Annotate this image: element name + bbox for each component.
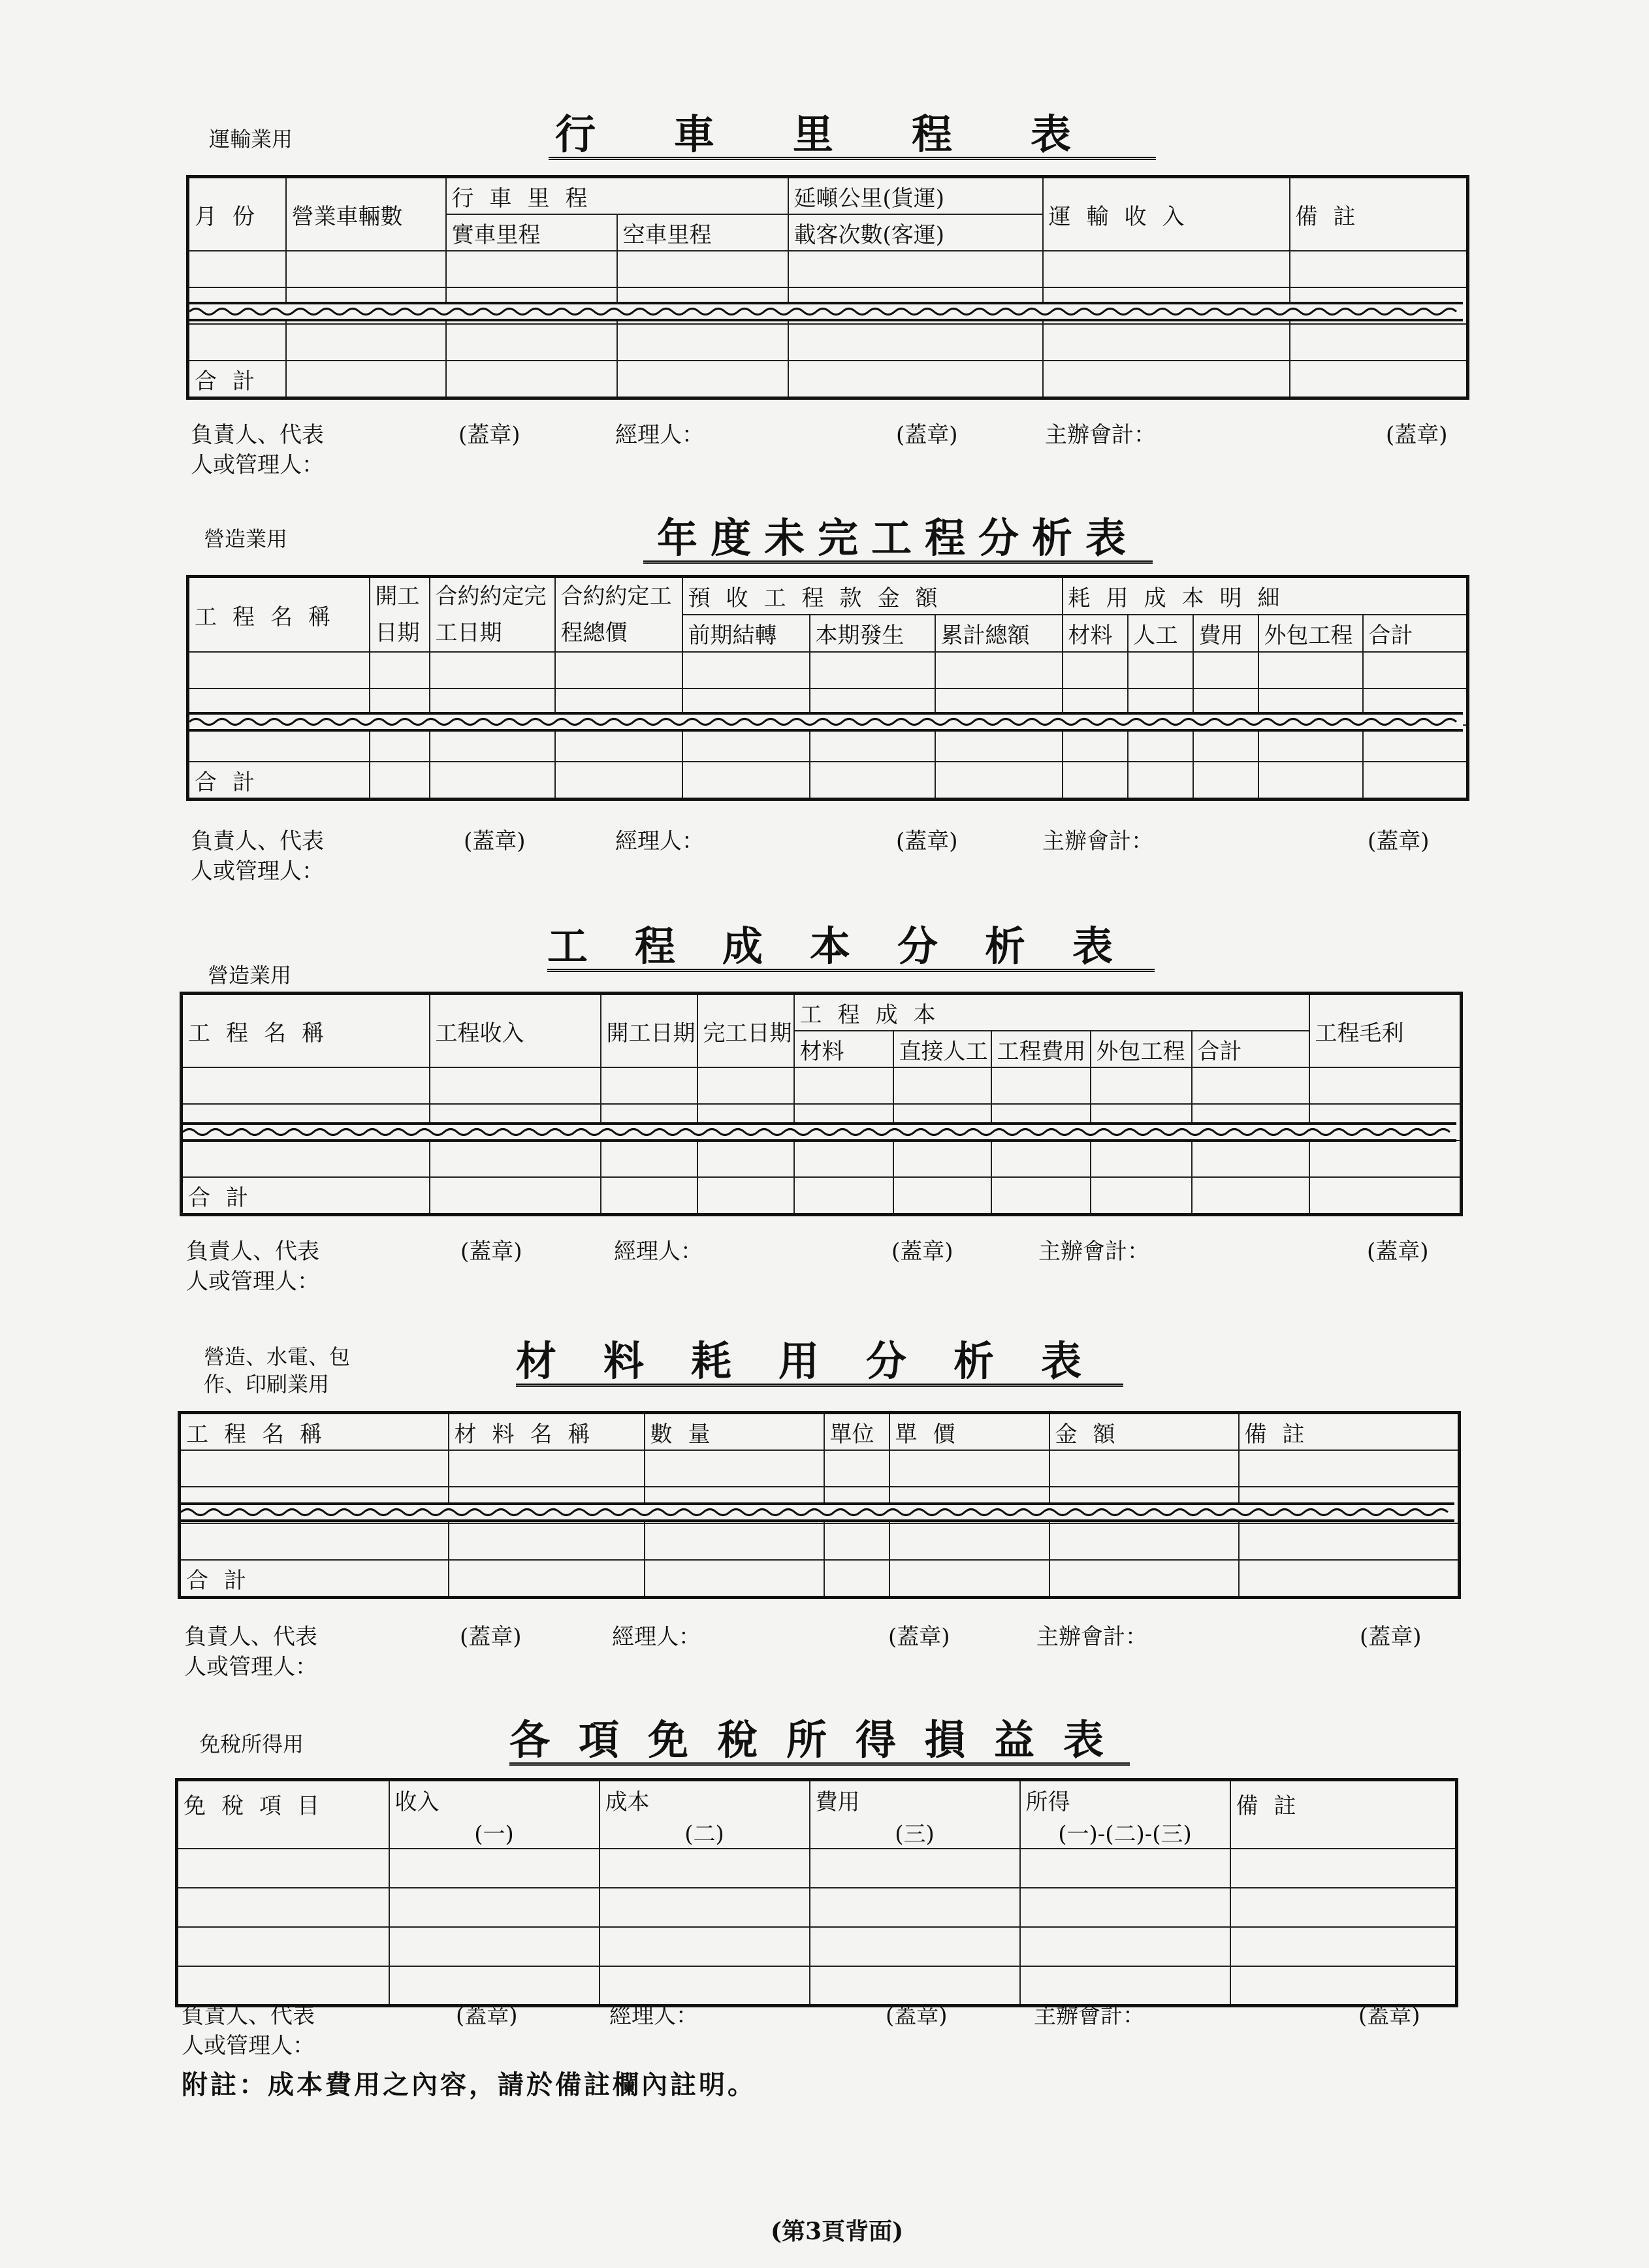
- header-income: 收入: [394, 1789, 440, 1815]
- unfinished-project-table: [186, 575, 1469, 801]
- header-gain: 所得: [1025, 1789, 1070, 1815]
- footnote: 附註：成本費用之內容，請於備註欄內註明。: [182, 2069, 756, 2100]
- accountant-label: 主辦會計：: [1036, 1624, 1147, 1650]
- page-number: (第3頁背面): [771, 2218, 904, 2245]
- header-cost-detail: 耗用成本明細: [1063, 577, 1468, 615]
- header-start: 開工日期: [601, 994, 697, 1068]
- accountant-label: 主辦會計：: [1045, 422, 1156, 448]
- header-sum: 合計: [1363, 615, 1468, 652]
- header-remarks: 備註: [1239, 1413, 1460, 1451]
- manager-label: 經理人：: [615, 422, 704, 448]
- responsible-label-2: 人或管理人：: [191, 452, 324, 478]
- category-label: 營造、水電、包作、印刷業用: [204, 1344, 351, 1397]
- responsible-label: 負責人、代表: [191, 422, 324, 448]
- header-name: 工程名稱: [188, 577, 370, 653]
- header-expense: 費用: [815, 1789, 860, 1815]
- header-current: 本期發生: [810, 615, 935, 652]
- header-gain-cell: [1020, 1780, 1230, 1849]
- header-sum: 合計: [1192, 1031, 1309, 1067]
- header-cost-cell: [600, 1780, 810, 1849]
- project-cost-table: [180, 992, 1463, 1216]
- header-name: 工程名稱: [182, 994, 430, 1068]
- responsible-label-2: 人或管理人：: [184, 1654, 317, 1680]
- break-line: [181, 1502, 1454, 1522]
- header-expense: 費用: [1193, 615, 1258, 652]
- manager-label: 經理人：: [612, 1624, 701, 1650]
- manager-label: 經理人：: [615, 828, 704, 854]
- stamp-label: (蓋章): [456, 2003, 518, 2029]
- manager-label: 經理人：: [614, 1239, 703, 1265]
- stamp-label: (蓋章): [896, 422, 958, 448]
- accountant-label: 主辦會計：: [1034, 2003, 1145, 2029]
- signature-row: [182, 1998, 1455, 2059]
- mileage-table: [186, 175, 1469, 400]
- header-cumulative: 累計總額: [935, 615, 1063, 652]
- signature-row: [191, 823, 1464, 882]
- header-material-name: 材料名稱: [449, 1413, 645, 1451]
- stamp-label: (蓋章): [460, 1624, 522, 1650]
- tax-exempt-income-table: [175, 1778, 1458, 2007]
- header-finish: 完工日期: [697, 994, 794, 1068]
- header-month: 月份: [188, 177, 286, 251]
- signature-row: [186, 1233, 1460, 1295]
- section-title: 年度未完工程分析表: [643, 516, 1153, 564]
- header-profit: 工程毛利: [1309, 994, 1462, 1068]
- header-empty: 空車里程: [617, 214, 788, 251]
- category-label: 免稅所得用: [199, 1732, 304, 1757]
- header-material: 材料: [794, 1031, 893, 1067]
- header-contract-date: 合約約定完工日期: [430, 577, 555, 653]
- header-name: 工程名稱: [180, 1413, 449, 1451]
- header-expense-cell: [810, 1780, 1020, 1849]
- responsible-label-2: 人或管理人：: [182, 2033, 315, 2059]
- stamp-label: (蓋章): [886, 2003, 948, 2029]
- header-subcontract: 外包工程: [1258, 615, 1363, 652]
- stamp-label: (蓋章): [1367, 1239, 1429, 1265]
- responsible-label-2: 人或管理人：: [191, 858, 324, 884]
- section-title: 工程成本分析表: [547, 924, 1155, 972]
- stamp-label: (蓋章): [464, 828, 526, 854]
- signature-row: [184, 1619, 1458, 1680]
- header-material: 材料: [1063, 615, 1128, 652]
- header-gain-formula: (一)-(二)-(三): [1058, 1821, 1192, 1847]
- stamp-label: (蓋章): [460, 1239, 522, 1265]
- header-income-no: (一): [474, 1821, 514, 1847]
- header-start: 開工日期: [370, 577, 430, 653]
- stamp-label: (蓋章): [458, 422, 520, 448]
- header-ton-km: 延噸公里(貨運): [788, 177, 1043, 215]
- header-labor: 人工: [1128, 615, 1193, 652]
- header-cost: 成本: [605, 1789, 650, 1815]
- signature-row: [191, 417, 1464, 476]
- header-passengers: 載客次數(客運): [788, 214, 1043, 251]
- manager-label: 經理人：: [609, 2003, 698, 2029]
- header-item: 免稅項目: [177, 1780, 389, 1849]
- header-revenue: 運輸收入: [1043, 177, 1290, 251]
- total-label: 合計: [188, 361, 286, 398]
- stamp-label: (蓋章): [891, 1239, 953, 1265]
- header-remarks: 備註: [1230, 1780, 1457, 1849]
- section-title: 材料耗用分析表: [516, 1339, 1123, 1387]
- accountant-label: 主辦會計：: [1042, 828, 1153, 854]
- break-line: [189, 302, 1463, 321]
- header-qty: 數量: [645, 1413, 824, 1451]
- responsible-label: 負責人、代表: [184, 1624, 317, 1650]
- total-label: 合計: [188, 762, 370, 800]
- stamp-label: (蓋章): [1386, 422, 1448, 448]
- header-income-cell: [389, 1780, 600, 1849]
- header-loaded: 實車里程: [446, 214, 617, 251]
- category-label: 運輸業用: [209, 127, 293, 152]
- header-price: 單價: [889, 1413, 1049, 1451]
- section-title: 行車里程表: [549, 112, 1156, 160]
- responsible-label-2: 人或管理人：: [186, 1269, 319, 1295]
- header-prior: 前期結轉: [682, 615, 810, 652]
- header-expense: 工程費用: [991, 1031, 1091, 1067]
- accountant-label: 主辦會計：: [1038, 1239, 1149, 1265]
- header-vehicles: 營業車輛數: [286, 177, 446, 251]
- stamp-label: (蓋章): [1358, 2003, 1420, 2029]
- responsible-label: 負責人、代表: [182, 2003, 315, 2029]
- header-subcontract: 外包工程: [1091, 1031, 1192, 1067]
- header-cost-no: (二): [684, 1821, 724, 1847]
- header-amount: 金額: [1049, 1413, 1239, 1451]
- stamp-label: (蓋章): [896, 828, 958, 854]
- header-contract-price: 合約約定工程總價: [555, 577, 682, 653]
- section-title: 各項免稅所得損益表: [509, 1718, 1130, 1766]
- header-labor: 直接人工: [893, 1031, 991, 1067]
- responsible-label: 負責人、代表: [191, 828, 324, 854]
- header-cost: 工程成本: [794, 994, 1309, 1031]
- header-unit: 單位: [824, 1413, 889, 1451]
- stamp-label: (蓋章): [1360, 1624, 1422, 1650]
- stamp-label: (蓋章): [1368, 828, 1430, 854]
- header-mileage: 行車里程: [446, 177, 788, 215]
- header-expense-no: (三): [895, 1821, 935, 1847]
- header-advance: 預收工程款金額: [682, 577, 1063, 615]
- category-label: 營造業用: [208, 963, 292, 988]
- stamp-label: (蓋章): [888, 1624, 950, 1650]
- break-line: [183, 1122, 1456, 1142]
- category-label: 營造業用: [204, 526, 288, 551]
- break-line: [189, 712, 1463, 732]
- header-remarks: 備註: [1290, 177, 1468, 251]
- total-label: 合計: [180, 1560, 449, 1598]
- header-income: 工程收入: [430, 994, 601, 1068]
- total-label: 合計: [182, 1177, 430, 1215]
- responsible-label: 負責人、代表: [186, 1239, 319, 1265]
